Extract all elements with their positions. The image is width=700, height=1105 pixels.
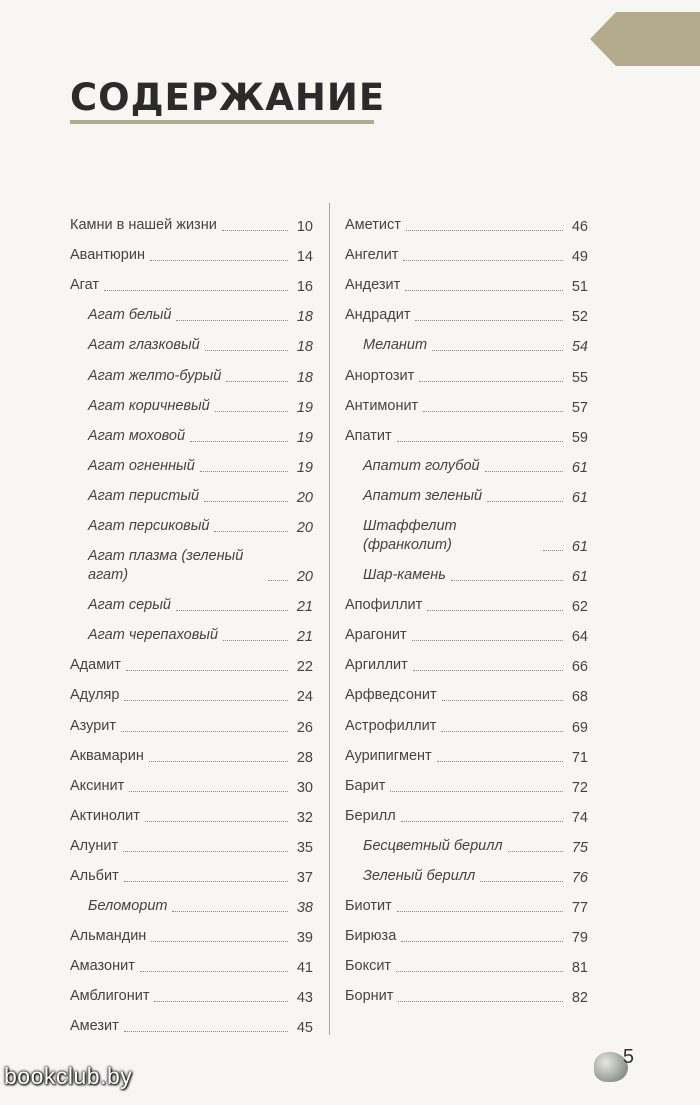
toc-entry-page: 49 [571, 249, 588, 266]
dot-leader [145, 821, 288, 822]
toc-entry-page: 21 [296, 599, 313, 616]
toc-entry-page: 82 [571, 990, 588, 1007]
toc-entry-title: Агат плазма (зеленый агат) [88, 548, 244, 584]
dot-leader [214, 531, 288, 532]
toc-entry-title: Адуляр [70, 687, 120, 704]
dot-leader [508, 851, 563, 852]
toc-entry-page: 37 [296, 869, 313, 886]
toc-entry-title: Агат перистый [88, 487, 200, 504]
toc-column-left [70, 205, 313, 1036]
toc-entry-page: 68 [571, 689, 588, 706]
toc-entry [345, 675, 588, 705]
toc-entry-page: 43 [296, 990, 313, 1007]
toc-entry [345, 235, 588, 265]
toc-entry [70, 826, 313, 856]
toc-entry-title: Антимонит [345, 397, 419, 414]
toc-entry [70, 736, 313, 766]
page-title: СОДЕРЖАНИЕ [70, 76, 386, 119]
dot-leader [151, 941, 288, 942]
dot-leader [397, 911, 563, 912]
toc-entry-page: 19 [296, 429, 313, 446]
toc-entry-page: 55 [571, 369, 588, 386]
toc-entry-title: Апатит зеленый [363, 487, 483, 504]
toc-entry-page: 39 [296, 930, 313, 947]
dot-leader [437, 761, 563, 762]
dot-leader [401, 821, 563, 822]
toc-entry [345, 325, 588, 355]
dot-leader [405, 290, 563, 291]
toc-entry [345, 585, 588, 615]
toc-entry-title: Бирюза [345, 928, 397, 945]
toc-entry-page: 24 [296, 689, 313, 706]
toc-entry-title: Агат огненный [88, 457, 195, 474]
toc-entry-page: 18 [296, 309, 313, 326]
toc-entry [345, 826, 588, 856]
dot-leader [124, 700, 288, 701]
toc-entry-title: Анортозит [345, 367, 415, 384]
toc-entry-title: Борнит [345, 988, 394, 1005]
toc-entry-page: 20 [296, 489, 313, 506]
toc-entry [345, 946, 588, 976]
toc-entry [70, 615, 313, 645]
toc-entry [345, 446, 588, 476]
toc-entry [345, 886, 588, 916]
toc-entry-title: Камни в нашей жизни [70, 217, 217, 234]
toc-entry-page: 38 [296, 900, 313, 917]
toc-entry [70, 235, 313, 265]
dot-leader [442, 700, 563, 701]
dot-leader [215, 411, 288, 412]
toc-entry-page: 52 [571, 309, 588, 326]
toc-entry-page: 21 [296, 629, 313, 646]
toc-entry-page: 64 [571, 629, 588, 646]
toc-entry-title: Адамит [70, 657, 121, 674]
toc-entry [70, 1006, 313, 1036]
toc-entry-page: 14 [296, 249, 313, 266]
toc-entry [70, 585, 313, 615]
dot-leader [121, 731, 288, 732]
dot-leader [190, 441, 288, 442]
toc-entry [345, 476, 588, 506]
dot-leader [427, 610, 563, 611]
toc-entry-page: 81 [571, 960, 588, 977]
dot-leader [129, 791, 288, 792]
title-underline [70, 120, 374, 124]
toc-entry-title: Алунит [70, 837, 119, 854]
toc-entry [70, 506, 313, 536]
toc-entry-page: 69 [571, 719, 588, 736]
toc-entry-page: 72 [571, 779, 588, 796]
toc-column-right [345, 205, 588, 1006]
toc-entry-page: 61 [571, 459, 588, 476]
dot-leader [205, 350, 288, 351]
dot-leader [124, 881, 288, 882]
toc-entry [345, 976, 588, 1006]
toc-entry-title: Ангелит [345, 247, 399, 264]
toc-entry-title: Агат коричневый [88, 397, 210, 414]
toc-entry [70, 946, 313, 976]
dot-leader [451, 580, 563, 581]
toc-entry-page: 71 [571, 749, 588, 766]
chapter-tab-marker [590, 12, 700, 66]
toc-entry [345, 645, 588, 675]
dot-leader [412, 640, 563, 641]
toc-entry-title: Андезит [345, 277, 401, 294]
toc-entry [70, 886, 313, 916]
toc-entry [345, 265, 588, 295]
toc-entry-title: Боксит [345, 958, 392, 975]
toc-entry-page: 30 [296, 779, 313, 796]
toc-entry-title: Агат белый [88, 307, 172, 324]
toc-entry-title: Апатит [345, 427, 392, 444]
toc-entry-page: 19 [296, 399, 313, 416]
dot-leader [222, 230, 288, 231]
toc-entry [70, 916, 313, 946]
toc-entry-title: Актинолит [70, 807, 140, 824]
toc-entry-title: Агат серый [88, 597, 171, 614]
toc-entry-title: Апатит голубой [363, 457, 480, 474]
dot-leader [140, 971, 288, 972]
toc-entry-page: 20 [296, 569, 313, 586]
toc-entry [345, 766, 588, 796]
dot-leader [154, 1001, 288, 1002]
dot-leader [415, 320, 563, 321]
toc-entry-title: Амезит [70, 1018, 119, 1035]
dot-leader [123, 851, 288, 852]
dot-leader [480, 881, 563, 882]
toc-entry-page: 16 [296, 279, 313, 296]
toc-entry [345, 295, 588, 325]
toc-entry [70, 295, 313, 325]
toc-entry-page: 18 [296, 369, 313, 386]
dot-leader [487, 501, 563, 502]
toc-entry-page: 41 [296, 960, 313, 977]
toc-entry [70, 856, 313, 886]
dot-leader [441, 731, 563, 732]
dot-leader [396, 971, 563, 972]
toc-entry-page: 28 [296, 749, 313, 766]
toc-entry-page: 75 [571, 839, 588, 856]
toc-entry-page: 10 [296, 219, 313, 236]
dot-leader [397, 441, 563, 442]
toc-entry-title: Аметист [345, 217, 401, 234]
toc-entry [345, 506, 588, 555]
toc-entry-title: Биотит [345, 898, 392, 915]
toc-entry [345, 796, 588, 826]
toc-entry-page: 51 [571, 279, 588, 296]
toc-entry-page: 18 [296, 339, 313, 356]
dot-leader [390, 791, 563, 792]
toc-entry [70, 205, 313, 235]
toc-entry-page: 45 [296, 1020, 313, 1037]
dot-leader [403, 260, 563, 261]
toc-entry-title: Агат персиковый [88, 518, 210, 535]
dot-leader [543, 550, 563, 551]
watermark: bookclub.by [4, 1063, 133, 1089]
toc-entry-title: Меланит [363, 337, 428, 354]
toc-entry [345, 555, 588, 585]
dot-leader [172, 911, 288, 912]
toc-entry-title: Амазонит [70, 958, 135, 975]
toc-entry-title: Арфведсонит [345, 687, 437, 704]
toc-entry [70, 416, 313, 446]
toc-entry [70, 705, 313, 735]
toc-entry-page: 74 [571, 809, 588, 826]
toc-entry-title: Барит [345, 777, 386, 794]
dot-leader [485, 471, 563, 472]
toc-entry-title: Амблигонит [70, 988, 150, 1005]
dot-leader [204, 501, 288, 502]
dot-leader [126, 670, 288, 671]
toc-entry-title: Азурит [70, 717, 117, 734]
toc-entry-page: 32 [296, 809, 313, 826]
toc-entry [70, 645, 313, 675]
toc-entry [345, 736, 588, 766]
toc-entry-title: Астрофиллит [345, 717, 437, 734]
toc-entry [70, 796, 313, 826]
toc-entry-title: Аргиллит [345, 657, 408, 674]
toc-entry [345, 205, 588, 235]
dot-leader [223, 640, 288, 641]
column-divider [329, 203, 330, 1035]
toc-entry-title: Бесцветный берилл [363, 837, 503, 854]
dot-leader [398, 1001, 563, 1002]
toc-entry [70, 976, 313, 1006]
toc-entry-page: 79 [571, 930, 588, 947]
toc-entry [70, 325, 313, 355]
toc-entry [70, 675, 313, 705]
toc-entry [70, 265, 313, 295]
toc-entry-title: Апофиллит [345, 597, 423, 614]
toc-entry [345, 705, 588, 735]
toc-entry-page: 61 [571, 489, 588, 506]
toc-entry-title: Агат [70, 277, 100, 294]
toc-entry-title: Аурипигмент [345, 747, 432, 764]
toc-entry-title: Штаффелит (франколит) [363, 517, 457, 553]
dot-leader [200, 471, 288, 472]
toc-entry-page: 26 [296, 719, 313, 736]
dot-leader [226, 381, 288, 382]
dot-leader [419, 381, 563, 382]
toc-entry-title: Агат желто-бурый [88, 367, 222, 384]
toc-entry-page: 62 [571, 599, 588, 616]
page-number: 5 [622, 1046, 634, 1068]
dot-leader [401, 941, 563, 942]
toc-entry [345, 856, 588, 886]
toc-entry [345, 355, 588, 385]
dot-leader [432, 350, 563, 351]
toc-entry-page: 77 [571, 900, 588, 917]
toc-entry [345, 615, 588, 645]
toc-entry-title: Аксинит [70, 777, 125, 794]
toc-entry-page: 66 [571, 659, 588, 676]
toc-entry-title: Альбит [70, 867, 119, 884]
toc-entry-title: Зеленый берилл [363, 867, 476, 884]
dot-leader [268, 580, 288, 581]
toc-entry-page: 20 [296, 520, 313, 537]
toc-entry-page: 46 [571, 219, 588, 236]
toc-entry-title: Альмандин [70, 928, 147, 945]
dot-leader [176, 320, 288, 321]
toc-entry-page: 22 [296, 659, 313, 676]
toc-entry-title: Агат моховой [88, 427, 186, 444]
dot-leader [176, 610, 288, 611]
toc-entry [70, 386, 313, 416]
toc-entry [70, 766, 313, 796]
toc-entry-page: 19 [296, 459, 313, 476]
toc-entry-page: 76 [571, 869, 588, 886]
toc-entry-title: Агат глазковый [88, 337, 200, 354]
dot-leader [413, 670, 563, 671]
dot-leader [150, 260, 288, 261]
toc-entry-title: Аквамарин [70, 747, 144, 764]
toc-entry [70, 536, 313, 585]
toc-entry [345, 416, 588, 446]
dot-leader [124, 1031, 288, 1032]
toc-entry-page: 54 [571, 339, 588, 356]
toc-entry-page: 61 [571, 569, 588, 586]
toc-entry [70, 476, 313, 506]
toc-entry-title: Шар-камень [363, 567, 446, 584]
toc-entry [70, 446, 313, 476]
dot-leader [406, 230, 563, 231]
toc-entry-page: 35 [296, 839, 313, 856]
toc-entry-page: 59 [571, 429, 588, 446]
toc-entry [345, 916, 588, 946]
dot-leader [149, 761, 288, 762]
toc-entry-title: Берилл [345, 807, 396, 824]
toc-entry-title: Агат черепаховый [88, 627, 219, 644]
toc-entry-page: 61 [571, 538, 588, 555]
toc-entry [70, 355, 313, 385]
toc-entry [345, 386, 588, 416]
toc-entry-page: 57 [571, 399, 588, 416]
toc-entry-title: Арагонит [345, 627, 407, 644]
dot-leader [423, 411, 563, 412]
toc-entry-title: Беломорит [88, 898, 168, 915]
toc-entry-title: Авантюрин [70, 247, 145, 264]
dot-leader [104, 290, 288, 291]
toc-entry-title: Андрадит [345, 307, 411, 324]
